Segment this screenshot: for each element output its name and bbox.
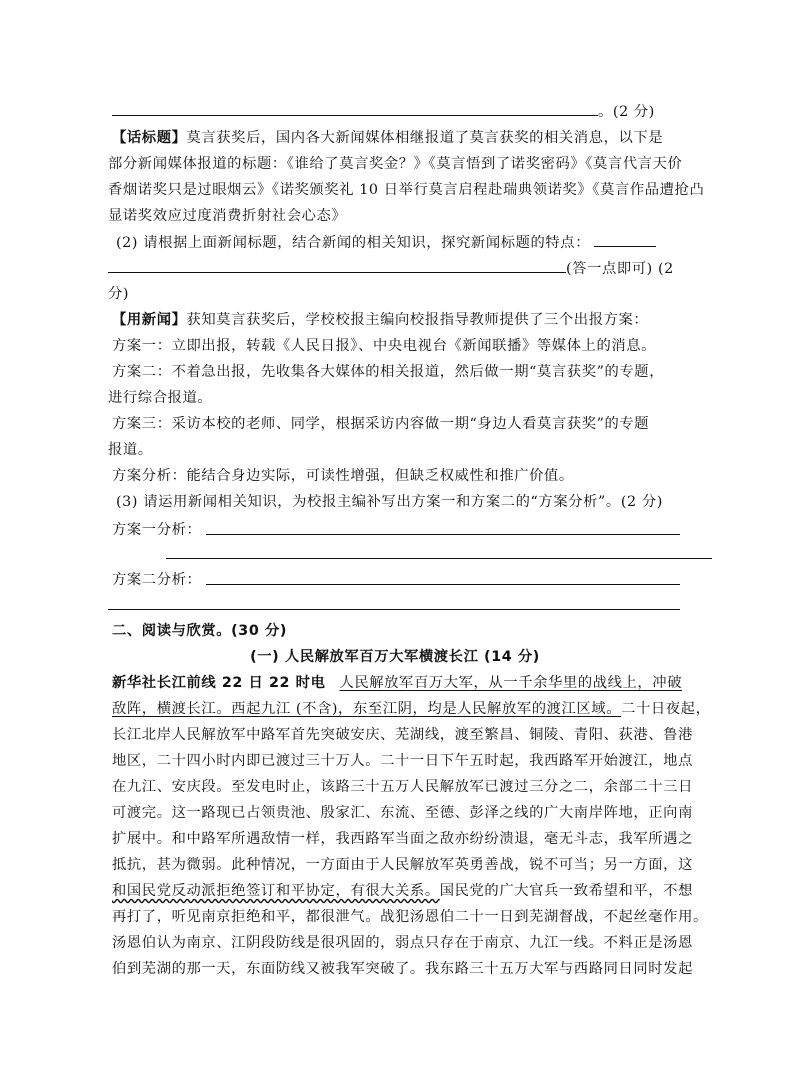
topic-line-4: 显诺奖效应过度消费折射社会心态》 — [108, 208, 347, 224]
q2-score: (答一点即可) (2 — [566, 261, 674, 277]
article-line-7: 扩展中。和中路军所遇敌情一样，我西路军当面之敌亦纷纷溃退，毫无斗志，我军所遇之 — [112, 831, 693, 847]
plan2-analysis-label: 方案二分析： — [112, 572, 202, 588]
article-line-5: 在九江、安庆段。至发电时止，该路三十五万人民解放军已渡过三分之二，余部二十三日 — [112, 779, 693, 795]
q2-answer-line — [108, 258, 708, 279]
answer-blank[interactable] — [112, 101, 598, 116]
plan-3-line-1: 方案三：采访本校的老师、同学，根据采访内容做一期“身边人看莫言获奖”的专题 — [112, 416, 650, 432]
answer-blank[interactable] — [594, 232, 656, 247]
topic-line-3: 香烟诺奖只是过眼烟云》《诺奖颁奖礼 10 日举行莫言启程赴瑞典领诺奖》《莫言作品遭抢凸 — [108, 182, 705, 198]
article-text: 国民党的广大官兵一致希望和平，不想 — [439, 883, 693, 899]
section-title: 二、阅读与欣赏。(30 分) — [112, 623, 288, 639]
answer-line[interactable] — [166, 558, 712, 559]
topic-label: 【话标题】 — [112, 130, 187, 146]
answer-line[interactable] — [108, 609, 680, 610]
article-line-8: 抵抗，甚为微弱。此种情况，一方面由于人民解放军英勇善战，锐不可当；另一方面，这 — [112, 857, 693, 873]
use-news-line — [112, 310, 712, 330]
topic-line-2: 部分新闻媒体报道的标题：《谁给了莫言奖金？》《莫言悟到了诺奖密码》《莫言代言天价 — [108, 156, 683, 172]
use-text: 获知莫言获奖后，学校校报主编向校报指导教师提供了三个出报方案： — [186, 312, 649, 328]
answer-line[interactable] — [206, 534, 680, 535]
plan-analysis: 方案分析：能结合身边实际，可读性增强，但缺乏权威性和推广价值。 — [112, 468, 574, 484]
answer-blank[interactable] — [108, 258, 566, 273]
article-text: 二十日夜起， — [621, 701, 711, 717]
plan-1: 方案一：立即出报，转载《人民日报》、中央电视台《新闻联播》等媒体上的消息。 — [112, 338, 657, 354]
article-line-6: 可渡完。这一路现已占领贵池、殷家汇、东流、至德、彭泽之线的广大南岸阵地，正向南 — [112, 805, 693, 821]
answer-line[interactable] — [206, 584, 680, 585]
article-line-3: 长江北岸人民解放军中路军首先突破安庆、芜湖线，渡至繁昌、铜陵、青阳、荻港、鲁港 — [112, 727, 693, 743]
article-line-4: 地区，二十四小时内即已渡过三十万人。二十一日下午五时起，我西路军开始渡江，地点 — [112, 753, 693, 769]
article-line-11: 汤恩伯认为南京、江阴段防线是很巩固的，弱点只存在于南京、九江一线。不料正是汤恩 — [112, 935, 693, 951]
q3-question: (3) 请运用新闻相关知识，为校报主编补写出方案一和方案二的“方案分析”。(2 分) — [116, 494, 663, 510]
article-line-9 — [112, 881, 712, 901]
underlined-text: 敌阵，横渡长江。西起九江 (不含)，东至江阴，均是人民解放军的渡江区域。 — [112, 701, 622, 717]
plan-3-line-2: 报道。 — [108, 442, 153, 458]
q2-text: (2) 请根据上面新闻标题，结合新闻的相关知识，探究新闻标题的特点： — [116, 235, 591, 251]
q1-answer-line — [112, 101, 712, 122]
dateline: 新华社长江前线 22 日 22 时电 — [112, 675, 326, 691]
q2-score-tail: 分) — [108, 286, 130, 302]
article-line-12: 伯到芜湖的那一天，东面防线又被我军突破了。我东路三十五万大军与西路同日同时发起 — [112, 961, 693, 977]
plan1-analysis-label: 方案一分析： — [112, 522, 202, 538]
article-line-10: 再打了，听见南京拒绝和平，都很泄气。战犯汤恩伯二十一日到芜湖督战，不起丝毫作用。 — [112, 909, 708, 925]
underlined-text: 人民解放军百万大军，从一千余华里的战线上，冲破 — [339, 675, 683, 691]
article-title: (一) 人民解放军百万大军横渡长江 (14 分) — [250, 649, 540, 665]
plan-2-line-1: 方案二：不着急出报，先收集各大媒体的相关报道，然后做一期“莫言获奖”的专题， — [112, 364, 665, 380]
q2-question — [116, 232, 716, 253]
q1-score: 。(2 分) — [598, 104, 655, 120]
topic-line-1 — [112, 128, 712, 148]
plan-2-line-2: 进行综合报道。 — [108, 390, 213, 406]
wavy-underlined-text: 和国民党反动派拒绝签订和平协定，有很大关系。 — [112, 883, 440, 899]
article-line-2 — [112, 699, 712, 719]
article-line-1 — [112, 673, 712, 693]
topic-text: 莫言获奖后，国内各大新闻媒体相继报道了莫言获奖的相关消息，以下是 — [186, 130, 664, 146]
use-label: 【用新闻】 — [112, 312, 187, 328]
